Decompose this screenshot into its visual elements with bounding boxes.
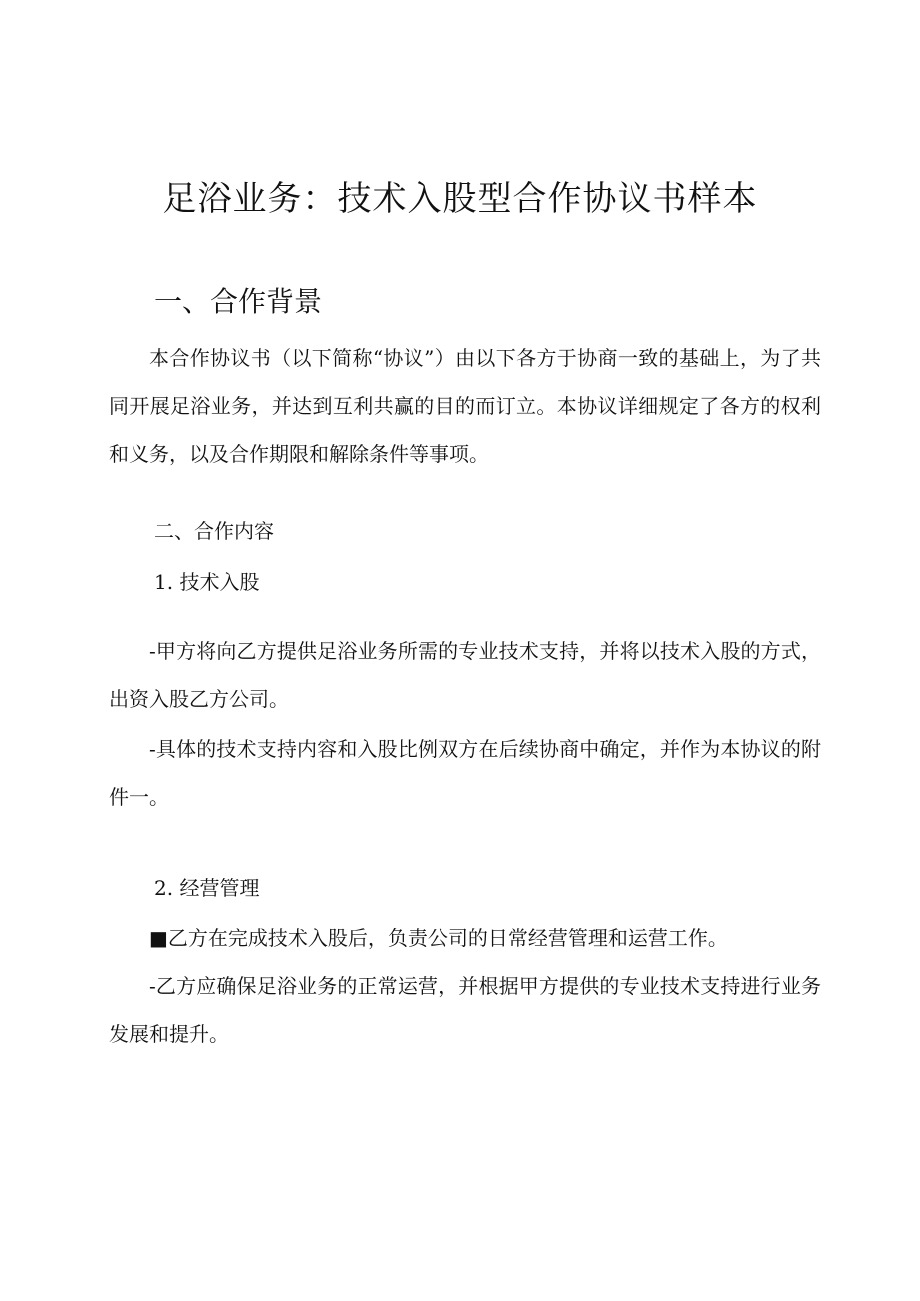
section1-paragraph: 本合作协议书（以下简称“协议”）由以下各方于协商一致的基础上，为了共同开展足浴业务，并达到互利共赢的目的而订立。本协议详细规定了各方的权利和义务，以及合作期限和解除条件等事项。 — [109, 346, 821, 466]
section2-heading: 二、合作内容 — [154, 519, 274, 543]
sub1-item-2: -具体的技术支持内容和入股比例双方在后续协商中确定，并作为本协议的附件一。 — [109, 737, 821, 809]
sub2-heading: 2. 经营管理 — [154, 876, 260, 900]
document-title: 足浴业务：技术入股型合作协议书样本 — [162, 179, 758, 219]
sub1-item-1: -甲方将向乙方提供足浴业务所需的专业技术支持，并将以技术入股的方式，出资入股乙方公司。 — [109, 639, 821, 711]
sub1-heading: 1. 技术入股 — [154, 570, 260, 594]
section1-heading: 一、合作背景 — [154, 285, 323, 318]
sub2-item-1: ■乙方在完成技术入股后，负责公司的日常经营管理和运营工作。 — [149, 926, 728, 950]
sub2-item-2: -乙方应确保足浴业务的正常运营，并根据甲方提供的专业技术支持进行业务发展和提升。 — [109, 974, 821, 1046]
